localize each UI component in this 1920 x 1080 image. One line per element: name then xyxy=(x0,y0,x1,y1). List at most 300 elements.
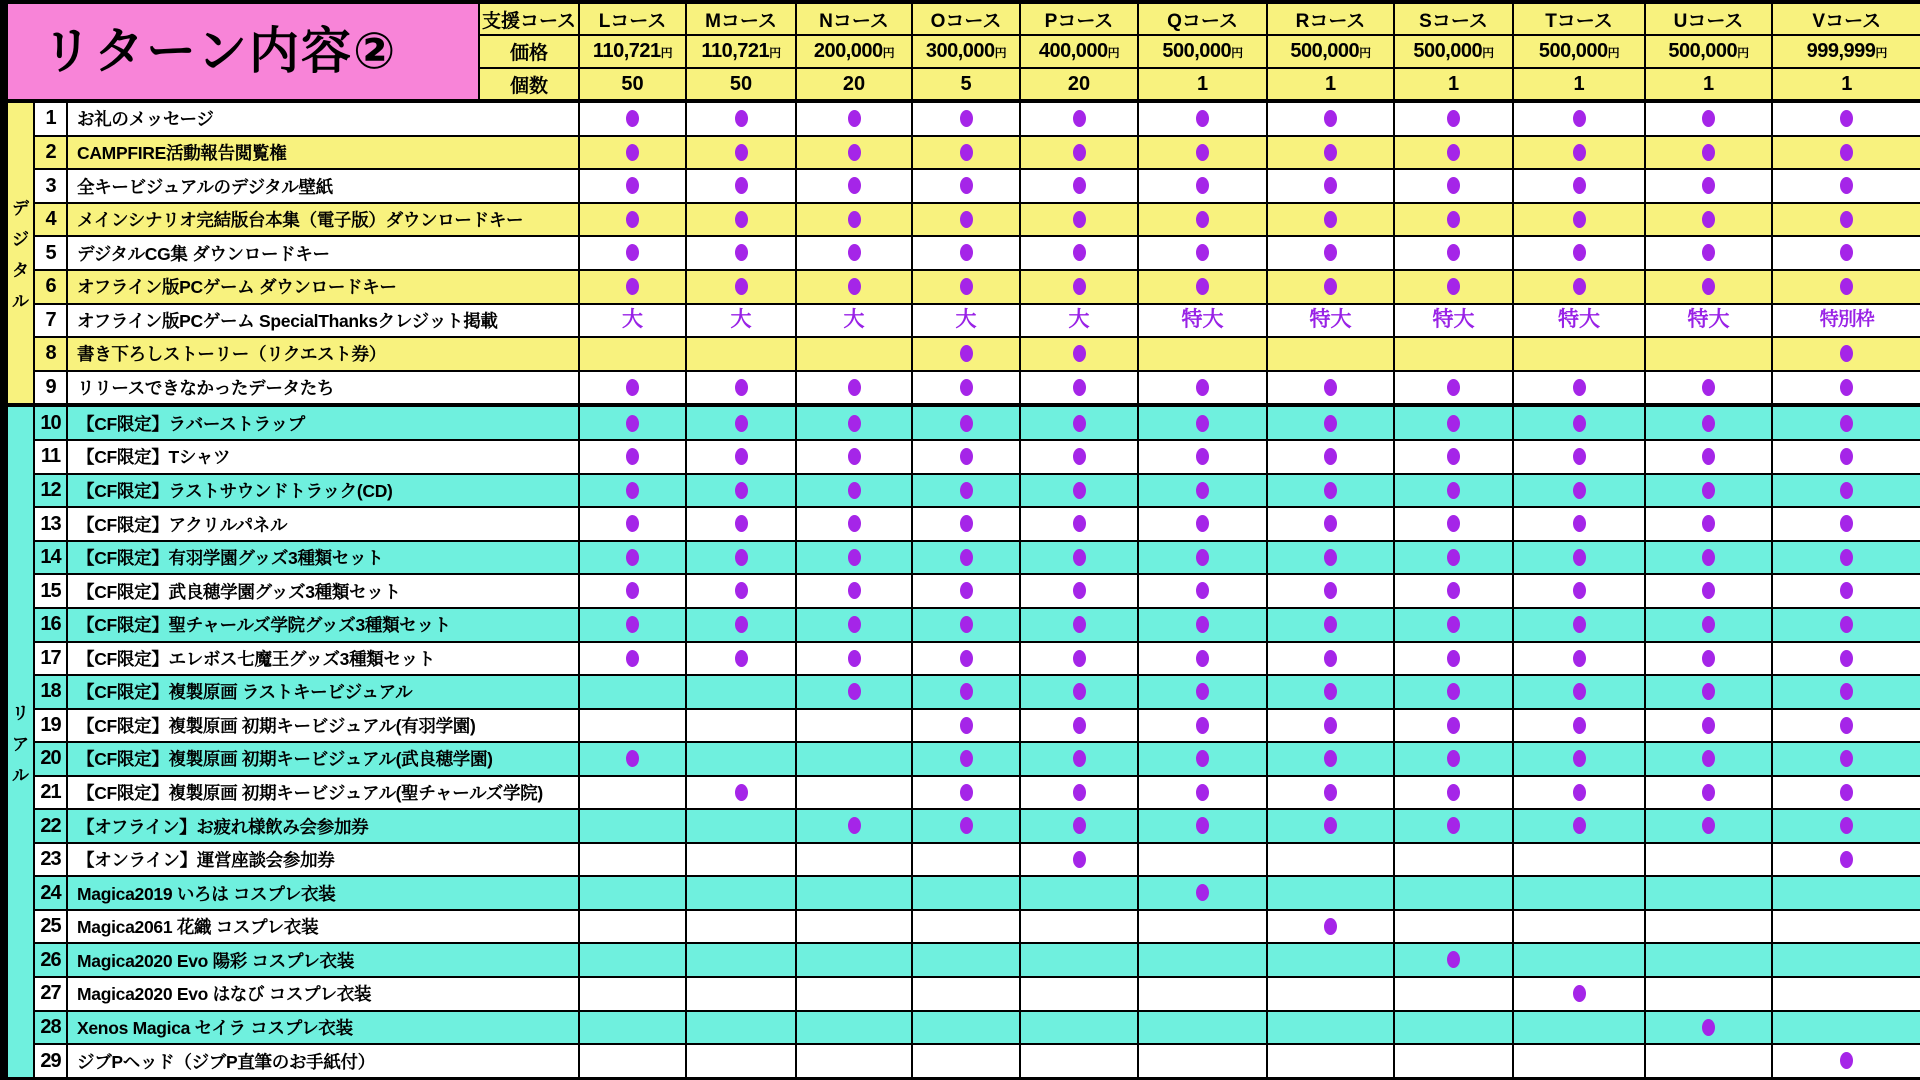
grant-cell xyxy=(1267,809,1394,843)
included-dot-icon xyxy=(848,683,861,700)
table-row xyxy=(4,304,1920,338)
table-row xyxy=(4,809,1920,843)
grant-cell xyxy=(1138,440,1267,474)
grant-cell xyxy=(912,608,1020,642)
table-row xyxy=(4,943,1920,977)
grant-cell xyxy=(912,642,1020,676)
included-dot-icon xyxy=(960,549,973,566)
grant-cell xyxy=(1772,236,1920,270)
grant-cell xyxy=(1513,474,1645,508)
grant-cell xyxy=(1267,977,1394,1011)
grant-cell xyxy=(1020,474,1138,508)
grant-cell xyxy=(579,709,686,743)
price-amount: 500,000 xyxy=(1290,40,1360,62)
row-number: 8 xyxy=(34,337,67,371)
item-label: オフライン版PCゲーム ダウンロードキー xyxy=(67,270,579,304)
grant-cell xyxy=(1772,709,1920,743)
grant-cell xyxy=(1138,709,1267,743)
row-number: 22 xyxy=(34,809,67,843)
grant-cell xyxy=(1513,507,1645,541)
grant-cell xyxy=(1645,203,1772,237)
included-dot-icon xyxy=(735,549,748,566)
grant-cell xyxy=(1394,169,1513,203)
qty-value: 20 xyxy=(796,68,912,101)
grant-cell xyxy=(1513,574,1645,608)
grant-cell xyxy=(1772,642,1920,676)
grant-cell xyxy=(912,440,1020,474)
included-dot-icon xyxy=(626,415,639,432)
grant-cell xyxy=(686,507,796,541)
grant-cell xyxy=(1772,101,1920,136)
grant-cell xyxy=(1394,236,1513,270)
item-label: 【CF限定】複製原画 初期キービジュアル(聖チャールズ学院) xyxy=(67,776,579,810)
included-dot-icon xyxy=(1324,549,1337,566)
grant-cell xyxy=(1513,876,1645,910)
included-dot-icon xyxy=(1573,549,1586,566)
grant-cell xyxy=(1394,709,1513,743)
grant-cell xyxy=(1645,709,1772,743)
item-label: リリースできなかったデータたち xyxy=(67,371,579,406)
grant-cell xyxy=(1394,101,1513,136)
grant-cell xyxy=(1267,574,1394,608)
grant-cell xyxy=(1020,809,1138,843)
grant-cell xyxy=(1772,608,1920,642)
grant-cell xyxy=(1138,236,1267,270)
grant-cell xyxy=(686,809,796,843)
grant-cell xyxy=(1138,809,1267,843)
row-number: 27 xyxy=(34,977,67,1011)
included-dot-icon xyxy=(735,448,748,465)
included-dot-icon xyxy=(1573,211,1586,228)
grant-cell xyxy=(1020,101,1138,136)
grant-cell xyxy=(1138,203,1267,237)
table-row xyxy=(4,776,1920,810)
included-dot-icon xyxy=(735,415,748,432)
included-dot-icon xyxy=(1702,244,1715,261)
table-row xyxy=(4,910,1920,944)
grant-cell xyxy=(1138,776,1267,810)
grant-cell xyxy=(1772,742,1920,776)
price-value xyxy=(1513,35,1645,68)
course-name: Sコース xyxy=(1394,2,1513,35)
row-number: 25 xyxy=(34,910,67,944)
included-dot-icon xyxy=(1324,379,1337,396)
grant-cell xyxy=(1020,136,1138,170)
grant-cell xyxy=(686,742,796,776)
grant-cell xyxy=(796,136,912,170)
included-dot-icon xyxy=(1840,379,1853,396)
grant-cell xyxy=(796,541,912,575)
grant-cell xyxy=(1513,809,1645,843)
included-dot-icon xyxy=(1840,650,1853,667)
included-dot-icon xyxy=(960,379,973,396)
price-value xyxy=(1267,35,1394,68)
included-dot-icon xyxy=(735,211,748,228)
included-dot-icon xyxy=(1196,582,1209,599)
included-dot-icon xyxy=(960,278,973,295)
grant-cell xyxy=(1394,742,1513,776)
included-dot-icon xyxy=(960,616,973,633)
grant-cell xyxy=(1513,1044,1645,1078)
included-dot-icon xyxy=(1702,582,1715,599)
grant-cell xyxy=(912,136,1020,170)
included-dot-icon xyxy=(1447,549,1460,566)
grant-cell xyxy=(1394,675,1513,709)
grant-cell xyxy=(1394,977,1513,1011)
grant-size-text: 特別枠 xyxy=(1819,309,1874,331)
included-dot-icon xyxy=(1573,379,1586,396)
grant-cell xyxy=(796,742,912,776)
included-dot-icon xyxy=(1447,278,1460,295)
included-dot-icon xyxy=(960,211,973,228)
included-dot-icon xyxy=(626,616,639,633)
grant-cell xyxy=(1138,270,1267,304)
grant-cell xyxy=(1645,405,1772,440)
included-dot-icon xyxy=(1702,177,1715,194)
included-dot-icon xyxy=(848,515,861,532)
included-dot-icon xyxy=(735,616,748,633)
grant-cell xyxy=(579,876,686,910)
grant-cell xyxy=(1513,136,1645,170)
row-number: 28 xyxy=(34,1011,67,1045)
included-dot-icon xyxy=(1702,817,1715,834)
included-dot-icon xyxy=(1447,951,1460,968)
included-dot-icon xyxy=(1073,717,1086,734)
grant-cell xyxy=(686,1044,796,1078)
grant-size-text: 大 xyxy=(955,308,977,332)
course-name: Nコース xyxy=(796,2,912,35)
included-dot-icon xyxy=(1073,211,1086,228)
included-dot-icon xyxy=(848,582,861,599)
grant-cell xyxy=(579,541,686,575)
grant-cell xyxy=(1394,776,1513,810)
included-dot-icon xyxy=(1573,110,1586,127)
grant-cell xyxy=(1772,574,1920,608)
item-label: Magica2061 花織 コスプレ衣装 xyxy=(67,910,579,944)
grant-cell xyxy=(579,169,686,203)
grant-cell xyxy=(686,608,796,642)
included-dot-icon xyxy=(848,415,861,432)
included-dot-icon xyxy=(1573,582,1586,599)
grant-size-text: 大 xyxy=(843,308,865,332)
included-dot-icon xyxy=(1840,415,1853,432)
grant-cell xyxy=(1020,440,1138,474)
item-label: お礼のメッセージ xyxy=(67,101,579,136)
yen-suffix: 円 xyxy=(1875,46,1887,60)
grant-cell xyxy=(796,876,912,910)
item-label: 【CF限定】複製原画 初期キービジュアル(有羽学園) xyxy=(67,709,579,743)
grant-cell xyxy=(686,642,796,676)
table-row xyxy=(4,440,1920,474)
grant-cell xyxy=(1138,337,1267,371)
included-dot-icon xyxy=(1840,345,1853,362)
grant-cell xyxy=(1267,136,1394,170)
section-label-char: ル xyxy=(12,765,29,785)
included-dot-icon xyxy=(626,549,639,566)
grant-cell xyxy=(1020,1044,1138,1078)
table-row xyxy=(4,136,1920,170)
included-dot-icon xyxy=(1073,345,1086,362)
included-dot-icon xyxy=(1447,817,1460,834)
grant-cell xyxy=(686,776,796,810)
row-number: 2 xyxy=(34,136,67,170)
grant-cell xyxy=(1267,876,1394,910)
table-row xyxy=(4,474,1920,508)
included-dot-icon xyxy=(1073,582,1086,599)
item-label: デジタルCG集 ダウンロードキー xyxy=(67,236,579,270)
row-number: 4 xyxy=(34,203,67,237)
included-dot-icon xyxy=(960,717,973,734)
grant-cell xyxy=(1645,541,1772,575)
grant-cell xyxy=(1138,1044,1267,1078)
row-number: 5 xyxy=(34,236,67,270)
price-value xyxy=(579,35,686,68)
grant-size-text: 特大 xyxy=(1687,308,1730,332)
qty-value: 50 xyxy=(686,68,796,101)
grant-cell xyxy=(1267,541,1394,575)
grant-cell xyxy=(1394,1044,1513,1078)
included-dot-icon xyxy=(1840,144,1853,161)
grant-cell xyxy=(579,474,686,508)
grant-cell xyxy=(1020,876,1138,910)
grant-cell xyxy=(912,203,1020,237)
grant-cell xyxy=(912,101,1020,136)
included-dot-icon xyxy=(960,177,973,194)
grant-cell xyxy=(1772,977,1920,1011)
grant-cell xyxy=(1772,843,1920,877)
included-dot-icon xyxy=(1196,211,1209,228)
included-dot-icon xyxy=(1196,144,1209,161)
grant-cell xyxy=(1513,977,1645,1011)
grant-cell xyxy=(1513,169,1645,203)
yen-suffix: 円 xyxy=(1737,46,1749,60)
yen-suffix: 円 xyxy=(1607,46,1620,60)
included-dot-icon xyxy=(735,278,748,295)
grant-cell xyxy=(579,270,686,304)
course-name: Lコース xyxy=(579,2,686,35)
grant-cell xyxy=(1020,1011,1138,1045)
included-dot-icon xyxy=(1324,211,1337,228)
grant-cell xyxy=(579,1011,686,1045)
included-dot-icon xyxy=(1196,379,1209,396)
included-dot-icon xyxy=(1196,415,1209,432)
table-row xyxy=(4,642,1920,676)
price-value xyxy=(1645,35,1772,68)
grant-cell xyxy=(1394,474,1513,508)
table-row xyxy=(4,1011,1920,1045)
price-header-label: 価格 xyxy=(479,35,579,68)
grant-cell xyxy=(912,742,1020,776)
grant-cell xyxy=(1394,608,1513,642)
grant-cell xyxy=(1513,742,1645,776)
included-dot-icon xyxy=(1573,817,1586,834)
included-dot-icon xyxy=(1573,448,1586,465)
grant-cell xyxy=(912,541,1020,575)
row-number: 12 xyxy=(34,474,67,508)
included-dot-icon xyxy=(626,110,639,127)
included-dot-icon xyxy=(1324,448,1337,465)
included-dot-icon xyxy=(1702,144,1715,161)
grant-cell xyxy=(912,236,1020,270)
price-amount: 110,721 xyxy=(701,40,770,62)
item-label: 【CF限定】エレボス七魔王グッズ3種類セット xyxy=(67,642,579,676)
grant-cell xyxy=(796,608,912,642)
included-dot-icon xyxy=(848,817,861,834)
table-row xyxy=(4,541,1920,575)
table-row xyxy=(4,270,1920,304)
grant-cell xyxy=(1267,236,1394,270)
row-number: 24 xyxy=(34,876,67,910)
included-dot-icon xyxy=(1447,515,1460,532)
yen-suffix: 円 xyxy=(1359,46,1371,60)
grant-cell xyxy=(686,574,796,608)
included-dot-icon xyxy=(960,683,973,700)
grant-cell xyxy=(1394,876,1513,910)
row-number: 7 xyxy=(34,304,67,338)
grant-cell xyxy=(1394,337,1513,371)
grant-cell xyxy=(1267,910,1394,944)
included-dot-icon xyxy=(848,177,861,194)
grant-cell xyxy=(1513,709,1645,743)
grant-cell xyxy=(1020,709,1138,743)
grant-cell xyxy=(796,440,912,474)
included-dot-icon xyxy=(1702,750,1715,767)
course-name: Qコース xyxy=(1138,2,1267,35)
table-row xyxy=(4,203,1920,237)
included-dot-icon xyxy=(1196,177,1209,194)
grant-cell xyxy=(1394,1011,1513,1045)
grant-cell xyxy=(579,304,686,338)
grant-cell xyxy=(686,371,796,406)
section-label-char: ル xyxy=(12,292,29,312)
grant-cell xyxy=(1772,541,1920,575)
included-dot-icon xyxy=(1447,683,1460,700)
course-name: Oコース xyxy=(912,2,1020,35)
included-dot-icon xyxy=(1196,750,1209,767)
grant-cell xyxy=(912,943,1020,977)
grant-cell xyxy=(1267,776,1394,810)
grant-cell xyxy=(912,876,1020,910)
grant-cell xyxy=(686,977,796,1011)
included-dot-icon xyxy=(848,616,861,633)
table-row xyxy=(4,337,1920,371)
included-dot-icon xyxy=(1702,278,1715,295)
grant-cell xyxy=(1645,1044,1772,1078)
grant-cell xyxy=(1772,203,1920,237)
included-dot-icon xyxy=(960,482,973,499)
item-label: Magica2019 いろは コスプレ衣装 xyxy=(67,876,579,910)
included-dot-icon xyxy=(1573,683,1586,700)
grant-cell xyxy=(1267,843,1394,877)
included-dot-icon xyxy=(1073,683,1086,700)
included-dot-icon xyxy=(1324,784,1337,801)
grant-cell xyxy=(796,943,912,977)
grant-cell xyxy=(1138,169,1267,203)
included-dot-icon xyxy=(1196,817,1209,834)
table-row xyxy=(4,709,1920,743)
grant-cell xyxy=(912,776,1020,810)
included-dot-icon xyxy=(1073,415,1086,432)
grant-cell xyxy=(1772,507,1920,541)
table-row xyxy=(4,608,1920,642)
included-dot-icon xyxy=(626,582,639,599)
qty-value: 20 xyxy=(1020,68,1138,101)
section-label-text xyxy=(8,407,33,1077)
included-dot-icon xyxy=(1324,515,1337,532)
grant-cell xyxy=(579,574,686,608)
grant-cell xyxy=(579,675,686,709)
grant-cell xyxy=(1138,943,1267,977)
included-dot-icon xyxy=(848,211,861,228)
section-label-char: デ xyxy=(12,199,29,219)
included-dot-icon xyxy=(626,482,639,499)
included-dot-icon xyxy=(1840,244,1853,261)
grant-cell xyxy=(1394,440,1513,474)
grant-cell xyxy=(1513,943,1645,977)
grant-cell xyxy=(1645,169,1772,203)
grant-cell xyxy=(796,304,912,338)
grant-cell xyxy=(686,675,796,709)
grant-cell xyxy=(1645,943,1772,977)
grant-cell xyxy=(1513,304,1645,338)
included-dot-icon xyxy=(960,110,973,127)
price-value xyxy=(796,35,912,68)
grant-cell xyxy=(1513,405,1645,440)
item-label: Magica2020 Evo 陽彩 コスプレ衣装 xyxy=(67,943,579,977)
grant-cell xyxy=(686,943,796,977)
included-dot-icon xyxy=(848,650,861,667)
grant-cell xyxy=(796,910,912,944)
included-dot-icon xyxy=(1073,616,1086,633)
included-dot-icon xyxy=(735,144,748,161)
grant-cell xyxy=(579,507,686,541)
grant-cell xyxy=(686,337,796,371)
grant-cell xyxy=(1020,507,1138,541)
course-name: Uコース xyxy=(1645,2,1772,35)
included-dot-icon xyxy=(626,750,639,767)
qty-value: 1 xyxy=(1394,68,1513,101)
grant-cell xyxy=(912,474,1020,508)
row-number: 16 xyxy=(34,608,67,642)
grant-cell xyxy=(796,977,912,1011)
grant-cell xyxy=(1772,809,1920,843)
grant-cell xyxy=(686,474,796,508)
grant-cell xyxy=(1394,910,1513,944)
grant-cell xyxy=(1020,943,1138,977)
grant-cell xyxy=(1394,943,1513,977)
grant-cell xyxy=(579,440,686,474)
row-number: 15 xyxy=(34,574,67,608)
included-dot-icon xyxy=(1702,717,1715,734)
grant-cell xyxy=(1513,101,1645,136)
included-dot-icon xyxy=(626,211,639,228)
included-dot-icon xyxy=(1324,415,1337,432)
included-dot-icon xyxy=(1447,144,1460,161)
included-dot-icon xyxy=(1073,379,1086,396)
grant-cell xyxy=(1020,574,1138,608)
grant-cell xyxy=(1772,371,1920,406)
included-dot-icon xyxy=(848,549,861,566)
grant-cell xyxy=(1772,474,1920,508)
table-row xyxy=(4,169,1920,203)
item-label: CAMPFIRE活動報告閲覧権 xyxy=(67,136,579,170)
grant-cell xyxy=(1138,608,1267,642)
included-dot-icon xyxy=(1447,650,1460,667)
grant-cell xyxy=(1020,776,1138,810)
grant-cell xyxy=(1138,507,1267,541)
included-dot-icon xyxy=(1573,515,1586,532)
row-number: 14 xyxy=(34,541,67,575)
